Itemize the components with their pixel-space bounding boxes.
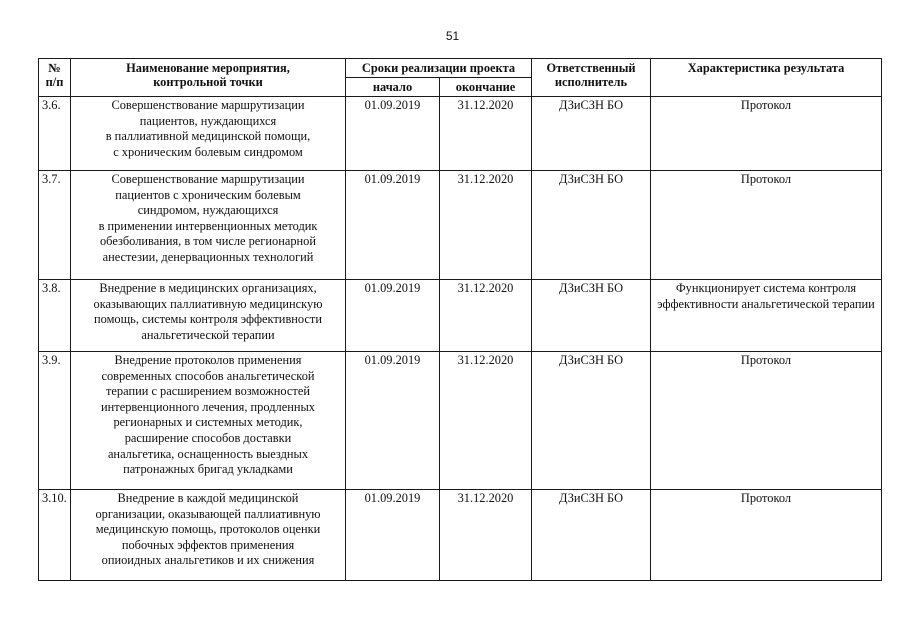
row-executor: ДЗиСЗН БО [532,97,651,171]
row-end-date: 31.12.2020 [440,352,532,490]
header-end: окончание [440,78,532,97]
table-row [39,171,882,280]
table-header-row [39,59,882,78]
header-executor: Ответственный исполнитель [532,59,651,97]
row-executor: ДЗиСЗН БО [532,352,651,490]
row-executor: ДЗиСЗН БО [532,171,651,280]
row-num: 3.10. [39,490,71,581]
row-num: 3.8. [39,280,71,352]
page-number: 51 [445,29,460,43]
row-end-date: 31.12.2020 [440,490,532,581]
row-start-date: 01.09.2019 [346,490,440,581]
row-executor: ДЗиСЗН БО [532,280,651,352]
row-result: Протокол [651,171,882,280]
activities-table [38,58,882,581]
header-result: Характеристика результата [651,59,882,97]
row-num: 3.9. [39,352,71,490]
row-start-date: 01.09.2019 [346,352,440,490]
row-result: Протокол [651,352,882,490]
row-num: 3.6. [39,97,71,171]
header-name: Наименование мероприятия, контрольной точки [71,59,346,97]
row-name: Внедрение протоколов применения современных способов анальгетической терапии с расширением возможностей интервенционного лечения, продленных регионарных и системных методик, расширение способов доставки анальгетика, оснащенность выездных патронажных бригад укладками [71,352,346,490]
table-row [39,490,882,581]
row-name: Совершенствование маршрутизации пациентов, нуждающихся в паллиативной медицинской помощи, с хроническим болевым синдромом [71,97,346,171]
table-row [39,97,882,171]
row-start-date: 01.09.2019 [346,97,440,171]
table-row [39,352,882,490]
row-end-date: 31.12.2020 [440,280,532,352]
header-num: № п/п [39,59,71,97]
row-end-date: 31.12.2020 [440,97,532,171]
table-row [39,280,882,352]
row-name: Внедрение в медицинских организациях, оказывающих паллиативную медицинскую помощь, системы контроля эффективности анальгетической терапии [71,280,346,352]
row-start-date: 01.09.2019 [346,171,440,280]
row-result: Протокол [651,97,882,171]
row-end-date: 31.12.2020 [440,171,532,280]
row-start-date: 01.09.2019 [346,280,440,352]
row-name: Внедрение в каждой медицинской организации, оказывающей паллиативную медицинскую помощь, протоколов оценки побочных эффектов применения опиоидных анальгетиков и их снижения [71,490,346,581]
row-name: Совершенствование маршрутизации пациентов с хроническим болевым синдромом, нуждающихся в применении интервенционных методик обезболивания, в том числе регионарной анестезии, денервационных технологий [71,171,346,280]
row-executor: ДЗиСЗН БО [532,490,651,581]
row-num: 3.7. [39,171,71,280]
row-result: Функционирует система контроля эффективности анальгетической терапии [651,280,882,352]
header-start: начало [346,78,440,97]
row-result: Протокол [651,490,882,581]
header-terms: Сроки реализации проекта [346,59,532,78]
